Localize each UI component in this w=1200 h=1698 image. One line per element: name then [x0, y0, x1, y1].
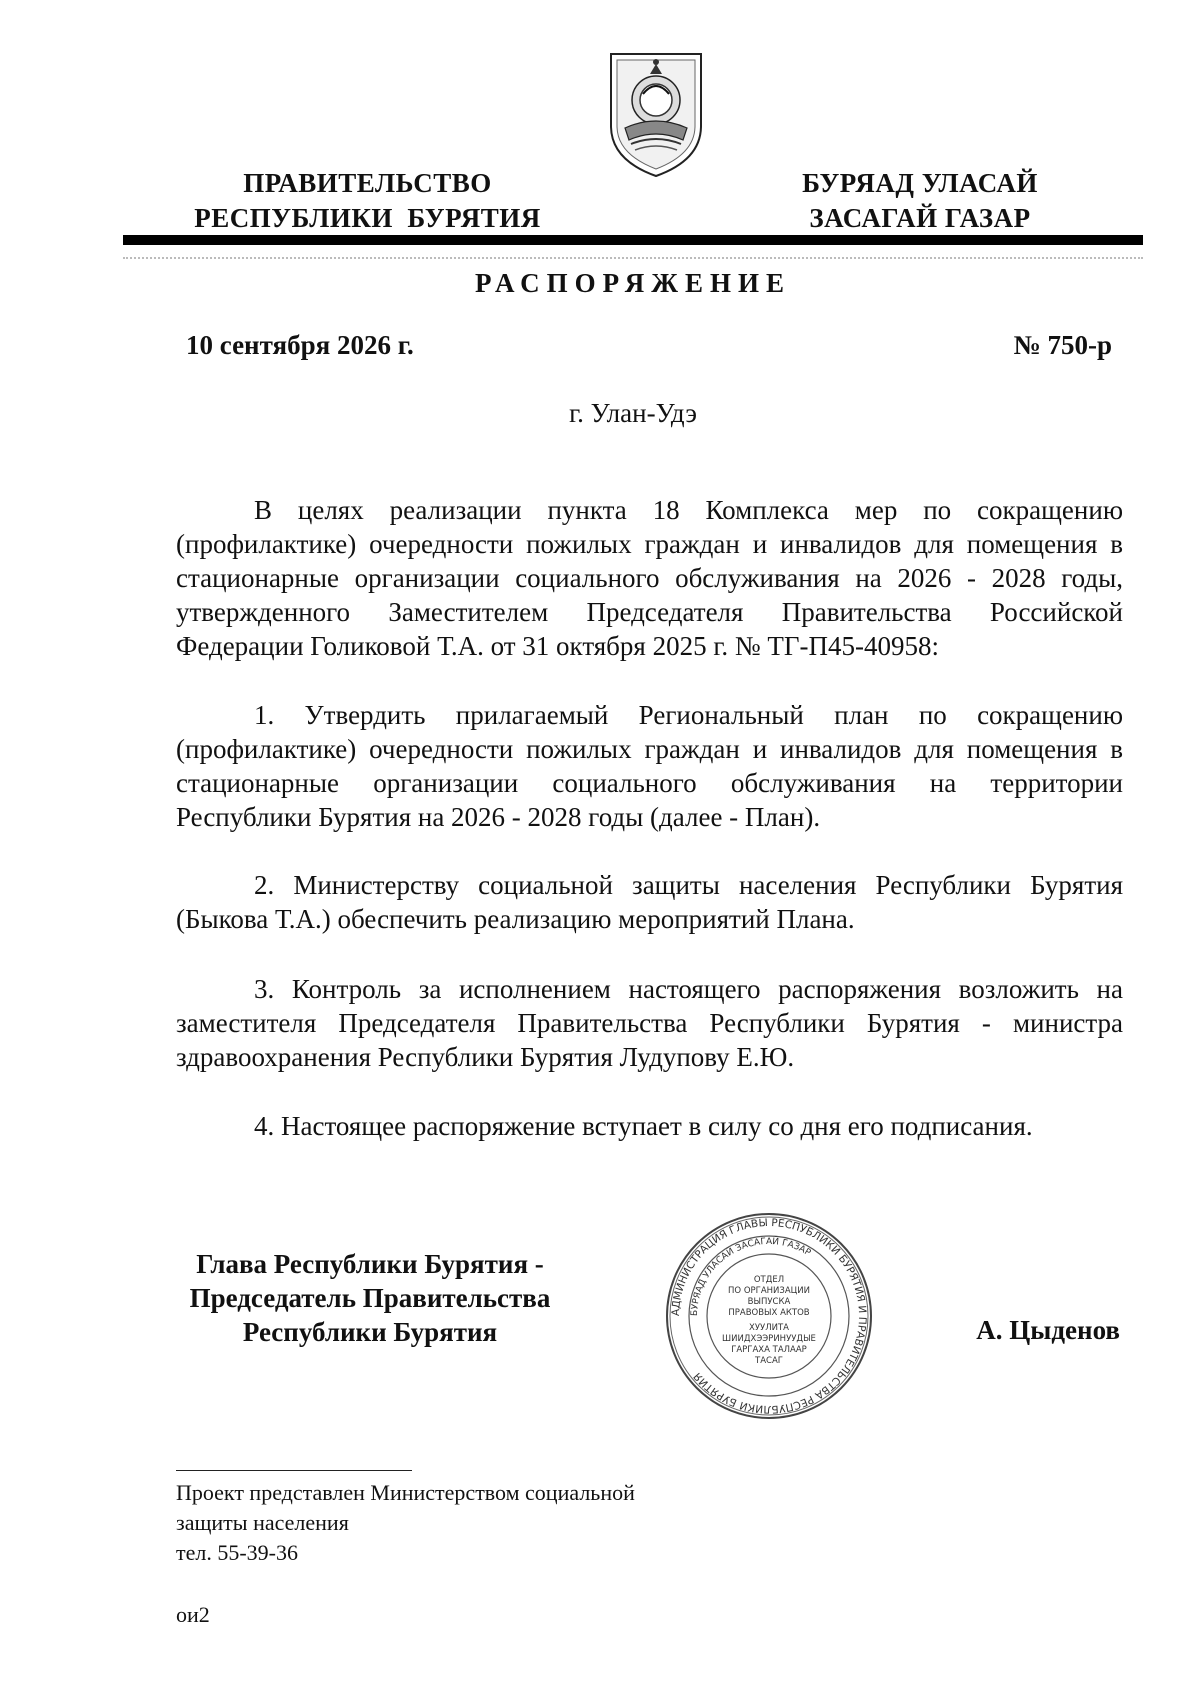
signatory-position-line2: Председатель Правительства — [189, 1283, 551, 1313]
body-item-4-text: 4. Настоящее распоряжение вступает в силу со дня его подписания. — [254, 1111, 1033, 1141]
seal-center-line: ШИИДХЭЭРИНУУДЫЕ — [722, 1334, 816, 1344]
header-left-line2: РЕСПУБЛИКИ БУРЯТИЯ — [194, 203, 541, 233]
footnote-rule — [176, 1470, 412, 1471]
document-code: ои2 — [176, 1602, 210, 1627]
body-intro — [176, 493, 1123, 663]
document-title: РАСПОРЯЖЕНИЕ — [474, 268, 792, 298]
seal-outer-text: АДМИНИСТРАЦИЯ ГЛАВЫ РЕСПУБЛИКИ БУРЯТИЯ И ПРАВИТЕЛЬСТВА РЕСПУБЛИКИ БУРЯТИЯ — [669, 1216, 869, 1416]
seal-center-line: ГАРГАХА ТАЛААР — [731, 1345, 807, 1355]
round-seal-icon — [663, 1210, 875, 1422]
seal-inner-text: БУРЯАД УЛАСАЙ ЗАСАГАЙ ГАЗАР — [689, 1236, 813, 1317]
body-item-4 — [176, 1109, 1123, 1143]
document-number: № 750-р — [1013, 330, 1112, 360]
signatory-position-line3: Республики Бурятия — [242, 1317, 498, 1347]
body-item-1-text: 1. Утвердить прилагаемый Региональный план по сокращению (профилактике) очередности пожилых граждан и инвалидов для помещения в стационарные организации социального обслуживания на территории Республики Бурятия на 2026 - 2028 годы (далее - План). — [176, 700, 1123, 832]
body-item-2 — [176, 868, 1123, 936]
signatory-name: А. Цыденов — [976, 1315, 1120, 1345]
seal-center-line: ПО ОРГАНИЗАЦИИ — [728, 1286, 810, 1296]
header-left-line1: ПРАВИТЕЛЬСТВО — [243, 168, 492, 198]
seal-center-line: ПРАВОВЫХ АКТОВ — [728, 1308, 810, 1318]
body-item-3-text: 3. Контроль за исполнением настоящего распоряжения возложить на заместителя Председателя Правительства Республики Бурятия - министра здравоохранения Республики Бурятия Лудупову Е.Ю. — [176, 974, 1123, 1072]
body-item-2-text: 2. Министерству социальной защиты населения Республики Бурятия (Быкова Т.А.) обеспечить реализацию мероприятий Плана. — [176, 870, 1123, 934]
header-right-line1: БУРЯАД УЛАСАЙ — [802, 168, 1038, 198]
seal-center-line: ХУУЛИТА — [749, 1323, 789, 1333]
footnote-line1: Проект представлен Министерством социальной — [176, 1480, 635, 1505]
header-thin-rule — [123, 257, 1143, 259]
header-right-line2: ЗАСАГАЙ ГАЗАР — [809, 203, 1031, 233]
document-city: г. Улан-Удэ — [569, 398, 697, 428]
seal-center-line: ВЫПУСКА — [747, 1297, 791, 1307]
signatory-position-line1: Глава Республики Бурятия - — [196, 1249, 544, 1279]
footnote-line3: тел. 55-39-36 — [176, 1540, 299, 1565]
coat-of-arms-icon — [605, 48, 707, 180]
body-item-3 — [176, 972, 1123, 1074]
footnote-line2: защиты населения — [176, 1510, 349, 1535]
signatory-position — [160, 1247, 580, 1349]
organization-name-buryat — [775, 166, 1065, 236]
seal-center-line: ТАСАГ — [755, 1356, 783, 1366]
body-intro-text: В целях реализации пункта 18 Комплекса мер по сокращению (профилактике) очередности пожилых граждан и инвалидов для помещения в стационарные организации социального обслуживания на 2026 - 2028 годы, утвержденного Заместителем Председателя Правительства Российской Федерации Голиковой Т.А. от 31 октября 2025 г. № ТГ-П45-40958: — [176, 495, 1123, 661]
document-date: 10 сентября 2026 г. — [186, 330, 414, 360]
seal-center-line: ОТДЕЛ — [753, 1275, 785, 1285]
footnote — [176, 1478, 635, 1568]
body-item-1 — [176, 698, 1123, 834]
organization-name-russian — [170, 166, 565, 236]
header-thick-rule — [123, 235, 1143, 245]
